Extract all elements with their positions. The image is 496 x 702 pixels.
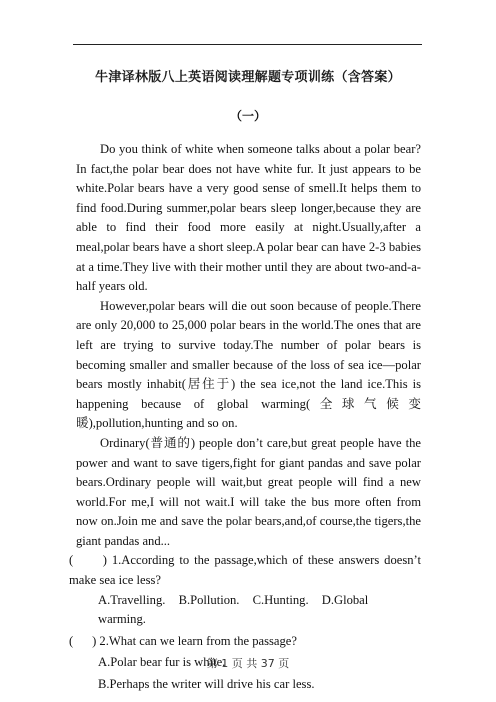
passage-body xyxy=(69,140,421,695)
question-1-option-b: B.Pollution. xyxy=(178,592,240,607)
section-heading: （一） xyxy=(229,109,266,123)
passage-paragraph-1: Do you think of white when someone talks about a polar bear?In fact,the polar bear does not have white fur. It just appears to be white.Polar bears have a very good sense of smell.It helps them to find food.During summer,polar bears sleep longer,because they are able to find their food more easily at night.Usually,after a meal,polar bears have a short sleep.A polar bear can have 2-3 babies at a time.They live with their mother until they are about two-and-a-half years old. xyxy=(76,142,421,294)
question-1-option-c: C.Hunting. xyxy=(252,592,309,607)
page-footer: 第 1 页 共 37 页 xyxy=(206,657,290,670)
question-1-stem: ( ) 1.According to the passage,which of these answers doesn’t make sea ice less? xyxy=(69,553,421,588)
question-1-option-a: A.Travelling. xyxy=(98,592,166,607)
question-1-options xyxy=(76,591,421,630)
passage-paragraph-2: However,polar bears will die out soon because of people.There are only 20,000 to 25,000 polar bears in the world.The ones that are left are trying to survive today.The number of polar bears is becoming smaller and smaller because of the loss of sea ice—polar bears mostly inhabit(居住于) the sea ice,not the land ice.This is happening because of global warming(全球气候变暖),pollution,hunting and so on. xyxy=(76,298,421,431)
question-2-stem: ( ) 2.What can we learn from the passage? xyxy=(69,633,297,648)
question-2-option-a: A.Polar bear fur is white. xyxy=(98,655,226,670)
question-1-option-d: D.Global warming. xyxy=(98,592,369,627)
document-title: 牛津译林版八上英语阅读理解题专项训练（含答案） xyxy=(95,70,401,85)
passage-paragraph-3: Ordinary(普通的) people don’t care,but great people have the power and want to save tigers,fight for giant pandas and save polar bears.Ordinary people will wait,but great people will find a new world.For me,I will not wait.I will take the bus more often from now on.Join me and save the polar bears,and,of course,the tigers,the giant pandas and... xyxy=(76,435,421,548)
question-2-option-b: B.Perhaps the writer will drive his car less. xyxy=(98,677,315,692)
header-rule xyxy=(73,44,422,45)
